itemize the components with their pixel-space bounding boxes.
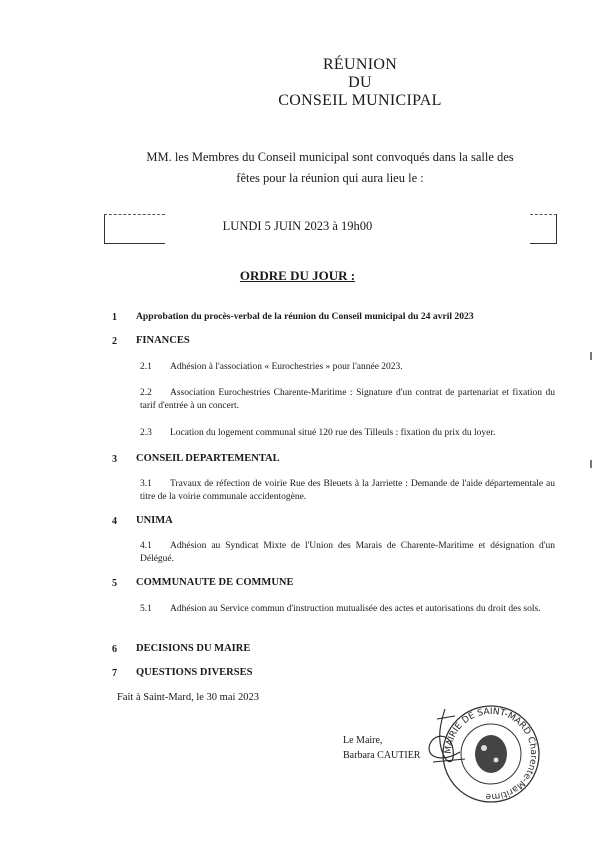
item-number: 2.1: [140, 362, 152, 372]
convocation-line-2: fêtes pour la réunion qui aura lieu le :: [236, 171, 424, 185]
item-text: Travaux de réfection de voirie Rue des Bleuets à la Jarriette : Demande de l'aide départementale au titre de la voirie communale accidentogène.: [140, 479, 555, 502]
mairie-stamp: [432, 702, 550, 806]
title-line-3: CONSEIL MUNICIPAL: [278, 92, 442, 109]
section-title-7: QUESTIONS DIVERSES: [136, 667, 253, 678]
section-title-1: Approbation du procès-verbal de la réunion du Conseil municipal du 24 avril 2023: [136, 311, 474, 322]
meeting-date: LUNDI 5 JUIN 2023 à 19h00: [222, 219, 373, 233]
signatory-name: Barbara CAUTIER: [343, 750, 421, 761]
item-text: Association Eurochestries Charente-Maritime : Signature d'un contrat de partenariat et fixation du tarif d'entrée à un concert.: [140, 388, 555, 411]
item-number: 2.3: [140, 428, 152, 438]
scan-mark: [590, 460, 592, 468]
item-number: 3.1: [140, 479, 152, 489]
agenda-item-2-1: [140, 361, 560, 374]
section-title-2: FINANCES: [136, 335, 190, 346]
item-text: Location du logement communal situé 120 rue des Tilleuls : fixation du prix du loyer.: [170, 428, 496, 438]
section-number-1: 1: [112, 312, 117, 323]
item-text: Adhésion à l'association « Eurochestries » pour l'année 2023.: [170, 362, 403, 372]
agenda-item-2-2: [140, 387, 555, 413]
section-number-2: 2: [112, 336, 117, 347]
section-number-7: 7: [112, 668, 117, 679]
section-number-5: 5: [112, 578, 117, 589]
agenda-title: ORDRE DU JOUR :: [239, 268, 356, 283]
item-text: Adhésion au Service commun d'instruction mutualisée des actes et autorisations du droit des sols.: [170, 604, 541, 614]
section-number-6: 6: [112, 644, 117, 655]
section-title-3: CONSEIL DEPARTEMENTAL: [136, 453, 280, 464]
title-line-1: RÉUNION: [322, 56, 398, 73]
agenda-item-5-1: [140, 603, 555, 616]
item-text: Adhésion au Syndicat Mixte de l'Union des Marais de Charente-Maritime et désignation d'un Délégué.: [140, 541, 555, 564]
place-date: Fait à Saint-Mard, le 30 mai 2023: [117, 692, 260, 703]
section-title-6: DECISIONS DU MAIRE: [136, 643, 251, 654]
signature-block: [343, 733, 420, 763]
section-title-4: UNIMA: [136, 515, 173, 526]
convocation-text: [110, 147, 550, 189]
agenda-item-4-1: [140, 540, 555, 566]
scan-mark: [590, 352, 592, 360]
section-number-3: 3: [112, 454, 117, 465]
stamp-text: MAIRIE DE SAINT-MARD Charente-Maritime: [443, 706, 539, 802]
item-number: 4.1: [140, 541, 152, 551]
item-number: 5.1: [140, 604, 152, 614]
agenda-item-2-3: [140, 427, 560, 440]
agenda-item-3-1: [140, 478, 555, 504]
title-line-2: DU: [348, 74, 372, 91]
item-number: 2.2: [140, 388, 152, 398]
signatory-role: Le Maire,: [343, 735, 383, 746]
section-number-4: 4: [112, 516, 117, 527]
convocation-line-1: MM. les Membres du Conseil municipal sont convoqués dans la salle des: [146, 150, 514, 164]
document-title: [0, 56, 595, 110]
section-title-5: COMMUNAUTE DE COMMUNE: [136, 577, 294, 588]
